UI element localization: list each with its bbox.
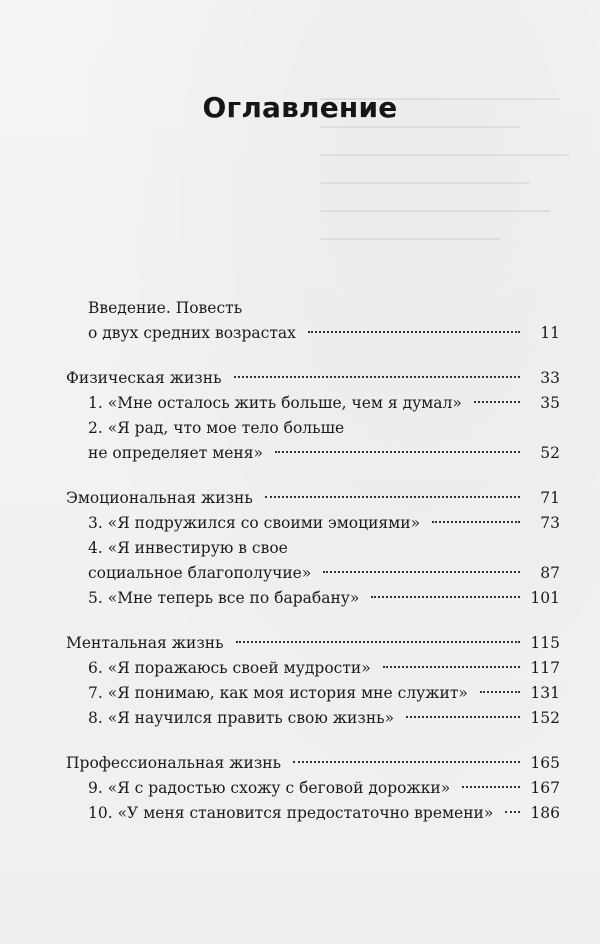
toc-part-heading-text: Ментальная жизнь	[66, 634, 224, 652]
page-number: 52	[540, 444, 560, 462]
toc-section	[66, 486, 560, 611]
toc-entry-line: 4. «Я инвестирую в свое	[88, 539, 288, 557]
toc-entry	[66, 561, 560, 586]
toc-part-heading	[66, 366, 560, 391]
dot-leader	[505, 811, 520, 813]
dot-leader	[480, 691, 520, 693]
toc-entry	[66, 656, 560, 681]
toc-part-heading-text: Физическая жизнь	[66, 369, 222, 387]
page-number: 33	[540, 369, 560, 387]
toc-entry-text: социальное благополучие»	[88, 564, 312, 582]
toc-entry-text: 5. «Мне теперь все по барабану»	[88, 589, 360, 607]
toc-entry	[66, 441, 560, 466]
page-number: 87	[540, 564, 560, 582]
toc-entry-text: 7. «Я понимаю, как моя история мне служит»	[88, 684, 468, 702]
toc-entry	[66, 391, 560, 416]
dot-leader	[432, 521, 520, 523]
toc-entry-text: не определяет меня»	[88, 444, 264, 462]
toc-entry	[66, 776, 560, 801]
page-number: 165	[530, 754, 560, 772]
toc-entry	[66, 586, 560, 611]
toc-entry-text: 8. «Я научился править свою жизнь»	[88, 709, 395, 727]
toc-part-heading-text: Профессиональная жизнь	[66, 754, 282, 772]
toc-section	[66, 751, 560, 826]
toc-entry-text: 3. «Я подружился со своими эмоциями»	[88, 514, 421, 532]
dot-leader	[383, 666, 520, 668]
page-number: 115	[530, 634, 560, 652]
toc-entry-text: 10. «У меня становится предостаточно времени»	[88, 804, 494, 822]
toc-entry-text: 6. «Я поражаюсь своей мудрости»	[88, 659, 371, 677]
toc-section	[66, 366, 560, 466]
dot-leader	[236, 641, 520, 643]
toc-entry-line: 2. «Я рад, что мое тело больше	[88, 419, 345, 437]
toc-entry-text: 1. «Мне осталось жить больше, чем я думал»	[88, 394, 462, 412]
page-number: 117	[530, 659, 560, 677]
toc-part-heading-text: Эмоциональная жизнь	[66, 489, 253, 507]
table-of-contents	[66, 296, 560, 846]
page-number: 11	[540, 324, 560, 342]
dot-leader	[308, 331, 520, 333]
toc-part-heading	[66, 486, 560, 511]
toc-entry-text: 9. «Я с радостью схожу с беговой дорожки»	[88, 779, 451, 797]
page-number: 186	[530, 804, 560, 822]
dot-leader	[462, 786, 520, 788]
page-number: 152	[530, 709, 560, 727]
toc-section	[66, 631, 560, 731]
page-number: 73	[540, 514, 560, 532]
toc-entry	[66, 706, 560, 731]
toc-entry-line: Введение. Повесть	[88, 299, 243, 317]
page-number: 131	[530, 684, 560, 702]
toc-entry	[66, 801, 560, 826]
dot-leader	[323, 571, 520, 573]
toc-entry	[66, 511, 560, 536]
dot-leader	[275, 451, 520, 453]
toc-part-heading	[66, 751, 560, 776]
dot-leader	[371, 596, 520, 598]
toc-part-heading	[66, 631, 560, 656]
page-number: 35	[540, 394, 560, 412]
dot-leader	[265, 496, 520, 498]
dot-leader	[293, 761, 520, 763]
page-title: Оглавление	[202, 90, 398, 124]
toc-entry-text: о двух средних возрастах	[88, 324, 296, 342]
page-number: 101	[530, 589, 560, 607]
toc-entry	[66, 321, 560, 346]
dot-leader	[474, 401, 520, 403]
toc-entry	[66, 681, 560, 706]
dot-leader	[234, 376, 520, 378]
page-number: 167	[530, 779, 560, 797]
dot-leader	[406, 716, 520, 718]
page-number: 71	[540, 489, 560, 507]
toc-section	[66, 296, 560, 346]
